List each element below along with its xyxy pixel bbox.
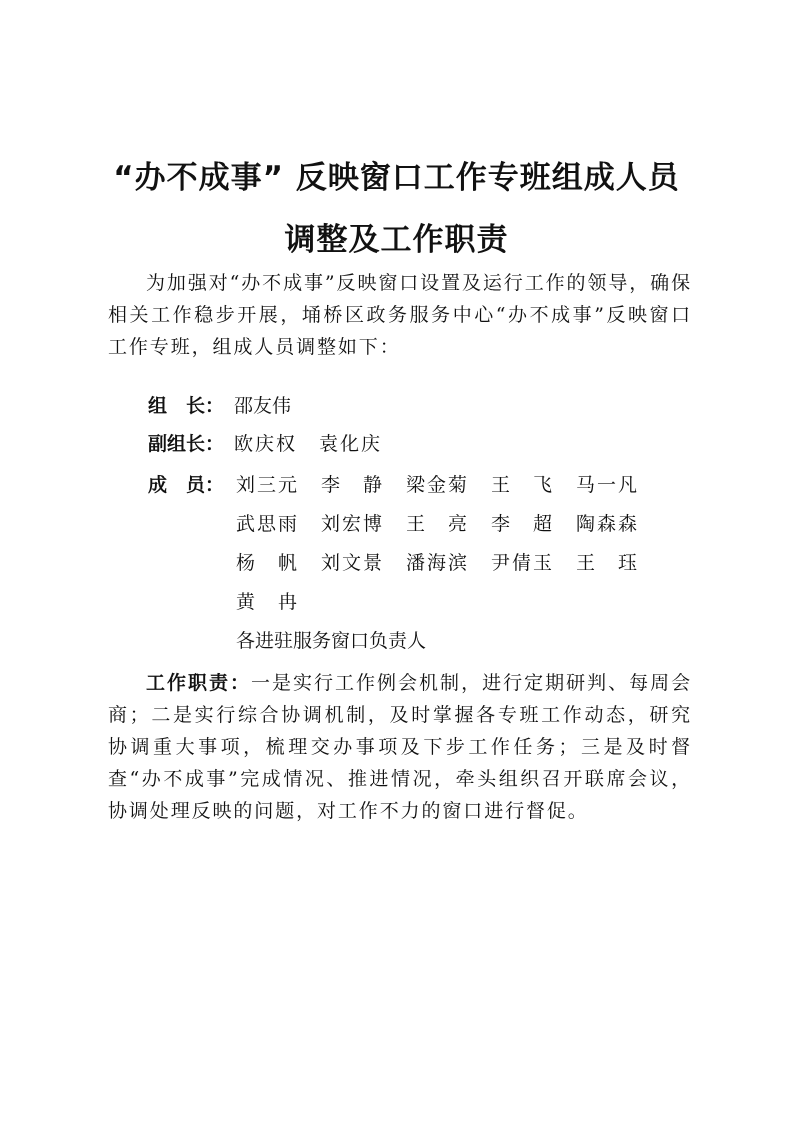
member-name: 梁金菊 bbox=[406, 474, 470, 496]
member-name: 杨 帆 bbox=[236, 552, 300, 574]
members-line-3 bbox=[236, 547, 661, 579]
member-name: 李 静 bbox=[321, 474, 385, 496]
member-name: 王 亮 bbox=[406, 513, 470, 535]
members-extra-text: 各进驻服务窗口负责人 bbox=[236, 630, 427, 652]
member-name: 王 飞 bbox=[491, 474, 555, 496]
duties-text: 一是实行工作例会机制，进行定期研判、每周会商；二是实行综合协调机制，及时掌握各专班工作动态，研究协调重大事项，梳理交办事项及下步工作任务；三是及时督查“办不成事”完成情况、推进情况，牵头组织召开联席会议，协调处理反映的问题，对工作不力的窗口进行督促。 bbox=[108, 672, 692, 822]
duties-paragraph bbox=[108, 667, 692, 827]
members-line-1 bbox=[236, 469, 661, 501]
member-name: 武思雨 bbox=[236, 513, 300, 535]
members-extra bbox=[236, 625, 426, 657]
deputy-row bbox=[148, 428, 404, 460]
members-row bbox=[148, 469, 234, 501]
member-name: 尹倩玉 bbox=[491, 552, 555, 574]
duties-label: 工作职责： bbox=[146, 672, 252, 694]
member-name: 潘海滨 bbox=[406, 552, 470, 574]
member-name: 刘文景 bbox=[321, 552, 385, 574]
members-label: 成 员： bbox=[148, 474, 225, 496]
title-line-2: 调整及工作职责 bbox=[284, 222, 509, 258]
deputy-label: 副组长： bbox=[148, 433, 225, 455]
deputy-name: 欧庆权 bbox=[234, 433, 298, 455]
member-name: 刘三元 bbox=[236, 474, 300, 496]
leader-name: 邵友伟 bbox=[234, 395, 292, 417]
member-name: 陶森森 bbox=[576, 513, 640, 535]
deputy-name: 袁化庆 bbox=[319, 433, 383, 455]
member-name: 王 珏 bbox=[576, 552, 640, 574]
member-name: 刘宏博 bbox=[321, 513, 385, 535]
members-line-4 bbox=[236, 586, 321, 618]
title-line-1: “办不成事” 反映窗口工作专班组成人员 bbox=[113, 160, 680, 196]
member-name: 马一凡 bbox=[576, 474, 640, 496]
leader-label: 组 长： bbox=[148, 395, 225, 417]
leader-row bbox=[148, 390, 291, 422]
intro-paragraph: 为加强对“办不成事”反映窗口设置及运行工作的领导，确保相关工作稳步开展，埇桥区政务服务中心“办不成事”反映窗口工作专班，组成人员调整如下： bbox=[108, 272, 692, 358]
member-name: 黄 冉 bbox=[236, 591, 300, 613]
member-name: 李 超 bbox=[491, 513, 555, 535]
members-line-2 bbox=[236, 508, 661, 540]
